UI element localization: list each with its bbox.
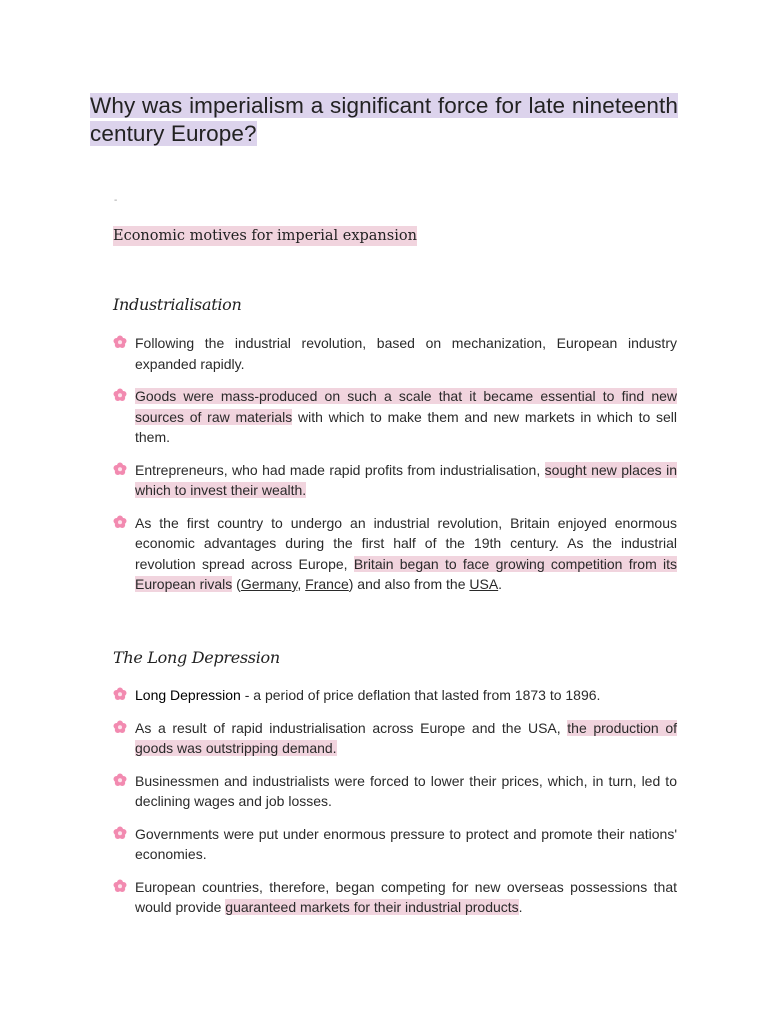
- flower-bullet-icon: [112, 387, 128, 403]
- list-item: Following the industrial revolution, based on mechanization, European industry expanded rapidly.: [113, 333, 677, 374]
- flower-bullet-icon: [112, 334, 128, 350]
- section-heading-text: Economic motives for imperial expansion: [113, 228, 417, 244]
- list-item: European countries, therefore, began competing for new overseas possessions that would provide guaranteed markets for their industrial products.: [113, 877, 677, 918]
- page-title-text: Why was imperialism a significant force for late nineteenth century Europe?: [90, 93, 678, 146]
- term-long-depression: Long Depression: [135, 687, 241, 703]
- flower-bullet-icon: [112, 825, 128, 841]
- link-usa[interactable]: USA: [469, 576, 499, 592]
- stray-mark: -: [114, 195, 118, 206]
- long-depression-heading: The Long Depression: [113, 648, 280, 667]
- list-item: Goods were mass-produced on such a scale that it became essential to find new sources of raw materials with which to make them and new markets in which to sell them.: [113, 386, 677, 448]
- section-heading: [113, 228, 417, 244]
- long-depression-list: [113, 685, 677, 918]
- list-item: As the first country to undergo an industrial revolution, Britain enjoyed enormous economic advantages during the first half of the 19th century. As the industrial revolution spread across Europe, Britain began to face growing competition from its European rivals (Germany, France) and also from the USA.: [113, 513, 677, 595]
- flower-bullet-icon: [112, 461, 128, 477]
- list-item: Entrepreneurs, who had made rapid profits from industrialisation, sought new places in which to invest their wealth.: [113, 460, 677, 501]
- page-title: [90, 92, 678, 148]
- list-item: Long Depression - a period of price deflation that lasted from 1873 to 1896.: [113, 685, 677, 706]
- flower-bullet-icon: [112, 719, 128, 735]
- industrialisation-list: [113, 333, 677, 595]
- list-item: Governments were put under enormous pressure to protect and promote their nations' economies.: [113, 824, 677, 865]
- flower-bullet-icon: [112, 686, 128, 702]
- link-france[interactable]: France: [305, 576, 349, 592]
- flower-bullet-icon: [112, 772, 128, 788]
- flower-bullet-icon: [112, 878, 128, 894]
- flower-bullet-icon: [112, 514, 128, 530]
- link-germany[interactable]: Germany: [240, 576, 298, 592]
- industrialisation-heading: Industrialisation: [113, 295, 242, 314]
- list-item: As a result of rapid industrialisation across Europe and the USA, the production of goods was outstripping demand.: [113, 718, 677, 759]
- list-item: Businessmen and industrialists were forced to lower their prices, which, in turn, led to declining wages and job losses.: [113, 771, 677, 812]
